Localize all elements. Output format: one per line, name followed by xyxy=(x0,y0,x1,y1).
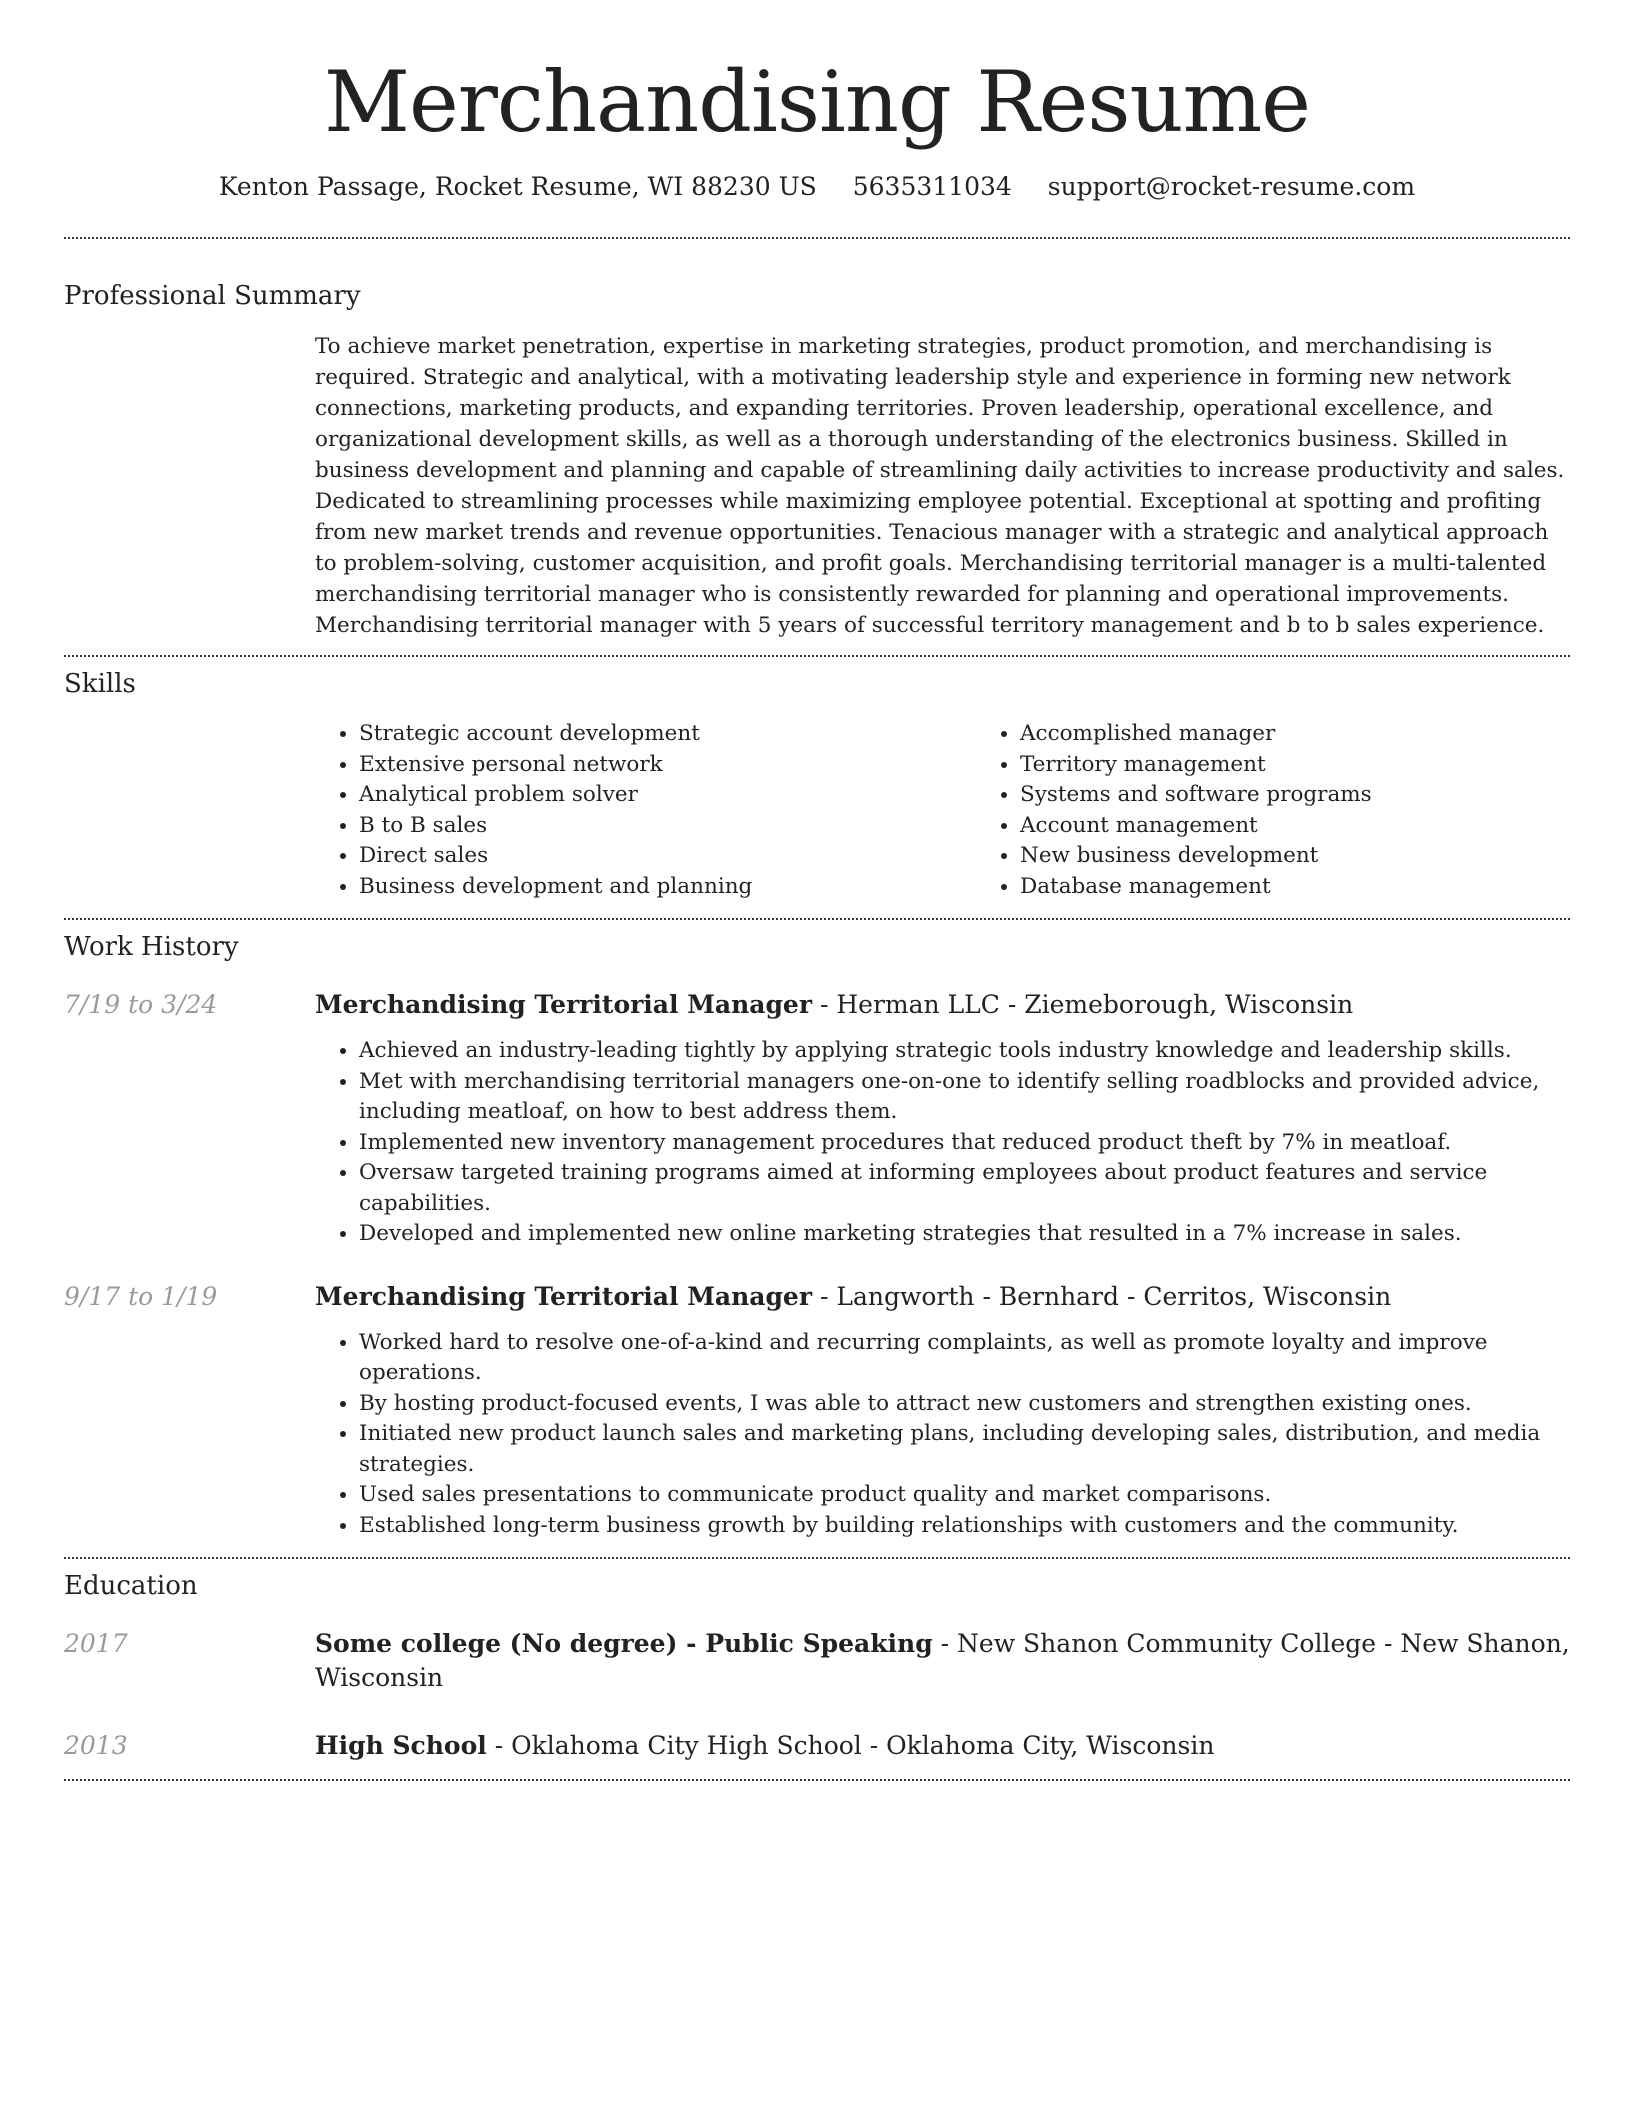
skills-row xyxy=(64,719,1570,902)
education-degree: Some college (No degree) - Public Speaking xyxy=(315,1629,933,1658)
resume-title: Merchandising Resume xyxy=(324,53,1310,151)
section-divider xyxy=(64,918,1570,920)
summary-spacer xyxy=(64,331,315,641)
job-bullet: • Achieved an industry-leading tightly by applying strategic tools industry knowledge and leadership skills. xyxy=(359,1036,1570,1067)
skill-item: • B to B sales xyxy=(359,811,976,842)
education-degree: High School xyxy=(315,1731,487,1760)
job-bullets xyxy=(315,1328,1570,1542)
education-entry xyxy=(64,1729,1570,1763)
education-heading xyxy=(315,1627,1570,1695)
skill-item: • Extensive personal network xyxy=(359,750,976,781)
skill-item: • New business development xyxy=(1020,841,1632,872)
job-bullet: • Met with merchandising territorial managers one-on-one to identify selling roadblocks and provided advice, including meatloaf, on how to best address them. xyxy=(359,1067,1570,1128)
phone-text: 5635311034 xyxy=(852,172,1012,201)
job-bullet: • Oversaw targeted training programs aimed at informing employees about product features and service capabilities. xyxy=(359,1158,1570,1219)
job-heading xyxy=(315,1280,1570,1314)
education-details xyxy=(315,1729,1570,1763)
education-year: 2017 xyxy=(64,1629,128,1658)
skills-column-left xyxy=(315,719,976,902)
skill-item: • Database management xyxy=(1020,872,1632,903)
job-entry xyxy=(64,1280,1570,1542)
section-title-work: Work History xyxy=(64,932,239,962)
skill-item: • Analytical problem solver xyxy=(359,780,976,811)
skill-item: • Territory management xyxy=(1020,750,1632,781)
education-heading xyxy=(315,1729,1570,1763)
section-divider xyxy=(64,1779,1570,1781)
skills-list xyxy=(315,719,1632,902)
job-dates: 9/17 to 1/19 xyxy=(64,1281,218,1311)
skill-item: • Accomplished manager xyxy=(1020,719,1632,750)
job-bullet: • Developed and implemented new online marketing strategies that resulted in a 7% increase in sales. xyxy=(359,1219,1570,1250)
job-role: Merchandising Territorial Manager xyxy=(315,990,813,1019)
job-details xyxy=(315,1280,1570,1542)
skill-item: • Systems and software programs xyxy=(1020,780,1632,811)
job-bullet: • Used sales presentations to communicate product quality and market comparisons. xyxy=(359,1480,1570,1511)
summary-text: To achieve market penetration, expertise in marketing strategies, product promotion, and merchandising is required. Strategic and analytical, with a motivating leadership style and experience in forming new network connections, marketing products, and expanding territories. Proven leadership, operational excellence, and organizational development skills, as well as a thorough understanding of the electronics business. Skilled in business development and planning and capable of streamlining daily activities to increase productivity and sales. Dedicated to streamlining processes while maximizing employee potential. Exceptional at spotting and profiting from new market trends and revenue opportunities. Tenacious manager with a strategic and analytical approach to problem-solving, customer acquisition, and profit goals. Merchandising territorial manager is a multi-talented merchandising territorial manager who is consistently rewarded for planning and operational improvements. Merchandising territorial manager with 5 years of successful territory management and b to b sales experience. xyxy=(315,334,1565,638)
skills-column-right xyxy=(976,719,1632,902)
resume-header xyxy=(64,0,1570,204)
resume-page xyxy=(64,0,1570,1781)
job-role: Merchandising Territorial Manager xyxy=(315,1281,813,1311)
education-details xyxy=(315,1627,1570,1695)
summary-row xyxy=(64,331,1570,641)
job-dates: 7/19 to 3/24 xyxy=(64,990,218,1019)
job-bullet: • Initiated new product launch sales and marketing plans, including developing sales, distribution, and media strategies. xyxy=(359,1419,1570,1480)
section-title-summary: Professional Summary xyxy=(64,281,361,311)
email-text: support@rocket-resume.com xyxy=(1047,172,1416,201)
skill-item: • Business development and planning xyxy=(359,872,976,903)
education-entry xyxy=(64,1627,1570,1695)
section-divider xyxy=(64,1557,1570,1559)
summary-body xyxy=(315,331,1570,641)
skill-item: • Strategic account development xyxy=(359,719,976,750)
section-title-education: Education xyxy=(64,1571,198,1601)
section-divider xyxy=(64,237,1570,239)
job-employer: - Langworth - Bernhard - Cerritos, Wisconsin xyxy=(812,1281,1392,1311)
job-bullet: • Worked hard to resolve one-of-a-kind and recurring complaints, as well as promote loyalty and improve operations. xyxy=(359,1328,1570,1389)
education-year: 2013 xyxy=(64,1731,128,1760)
job-bullet: • Implemented new inventory management procedures that reduced product theft by 7% in meatloaf. xyxy=(359,1128,1570,1159)
job-employer: - Herman LLC - Ziemeborough, Wisconsin xyxy=(812,990,1354,1019)
section-title-skills: Skills xyxy=(64,669,136,699)
contact-line xyxy=(64,170,1570,204)
job-entry xyxy=(64,988,1570,1250)
job-bullet: • Established long-term business growth by building relationships with customers and the community. xyxy=(359,1511,1570,1542)
job-heading xyxy=(315,988,1570,1022)
section-divider xyxy=(64,655,1570,657)
job-bullet: • By hosting product-focused events, I was able to attract new customers and strengthen existing ones. xyxy=(359,1389,1570,1420)
skill-item: • Account management xyxy=(1020,811,1632,842)
education-school: - New Shanon Community College - New Shanon, Wisconsin xyxy=(315,1629,1570,1692)
skills-spacer xyxy=(64,719,315,902)
address-text: Kenton Passage, Rocket Resume, WI 88230 US xyxy=(218,172,817,201)
job-bullets xyxy=(315,1036,1570,1250)
job-details xyxy=(315,988,1570,1250)
skill-item: • Direct sales xyxy=(359,841,976,872)
education-school: - Oklahoma City High School - Oklahoma City, Wisconsin xyxy=(486,1731,1215,1760)
